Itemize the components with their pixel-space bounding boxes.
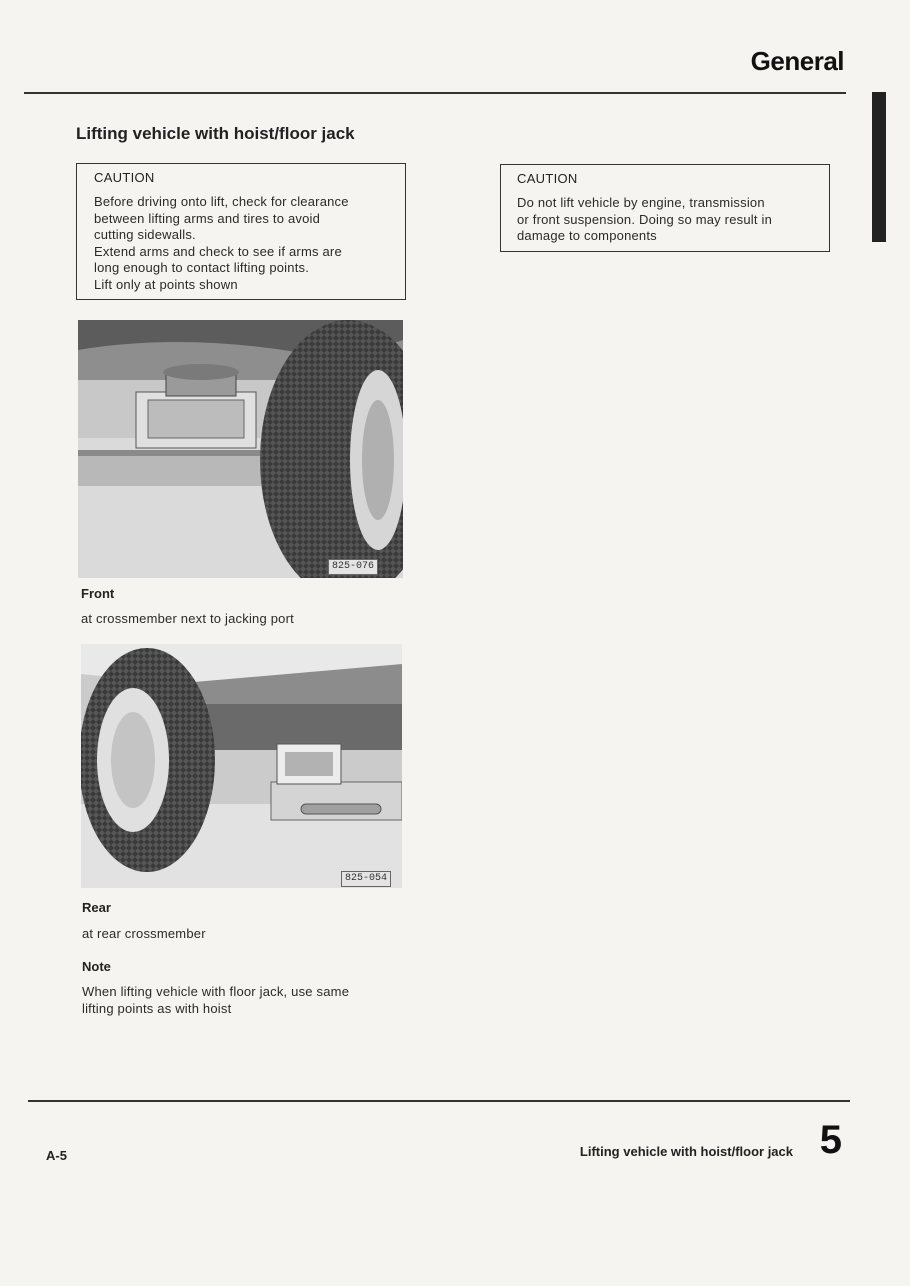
footer-page-ref: A-5 — [46, 1148, 67, 1163]
note-line: When lifting vehicle with floor jack, use same — [82, 984, 350, 999]
footer-title: Lifting vehicle with hoist/floor jack — [579, 1144, 793, 1159]
caution-line: Before driving onto lift, check for clearance — [94, 194, 349, 209]
section-title: Lifting vehicle with hoist/floor jack — [76, 124, 355, 143]
caution-box-lift-clearance — [76, 163, 406, 300]
note-line: lifting points as with hoist — [82, 1001, 232, 1016]
note-label: Note — [82, 959, 111, 974]
rear-caption: at rear crossmember — [82, 926, 206, 941]
front-caption: at crossmember next to jacking port — [81, 611, 294, 626]
caution-line: or front suspension. Doing so may result in — [517, 211, 772, 227]
rear-lift-point-photo — [81, 644, 402, 888]
figure-code-rear: 825-054 — [341, 871, 391, 887]
rear-label: Rear — [82, 900, 111, 915]
footer-rule — [28, 1100, 850, 1102]
caution-line: between lifting arms and tires to avoid — [94, 210, 321, 226]
caution-line: cutting sidewalls. — [94, 227, 196, 242]
page-header-title: General — [750, 46, 844, 76]
caution-line: Extend arms and check to see if arms are — [94, 243, 342, 259]
caution-title: CAUTION — [94, 170, 155, 185]
front-label: Front — [81, 586, 115, 601]
caution-line: long enough to contact lifting points. — [94, 260, 310, 275]
caution-line: damage to components — [517, 228, 657, 243]
caution-line: Lift only at points shown — [94, 276, 238, 292]
caution-line: Do not lift vehicle by engine, transmission — [517, 195, 765, 210]
caution-title: CAUTION — [517, 171, 578, 186]
header-rule — [24, 92, 846, 94]
note-text — [82, 983, 349, 1017]
section-edge-tab — [872, 92, 886, 242]
caution-box-lift-points — [500, 164, 830, 252]
figure-code-front: 825-076 — [328, 559, 378, 575]
footer-page-number: 5 — [819, 1118, 842, 1162]
front-lift-point-photo — [78, 320, 403, 578]
